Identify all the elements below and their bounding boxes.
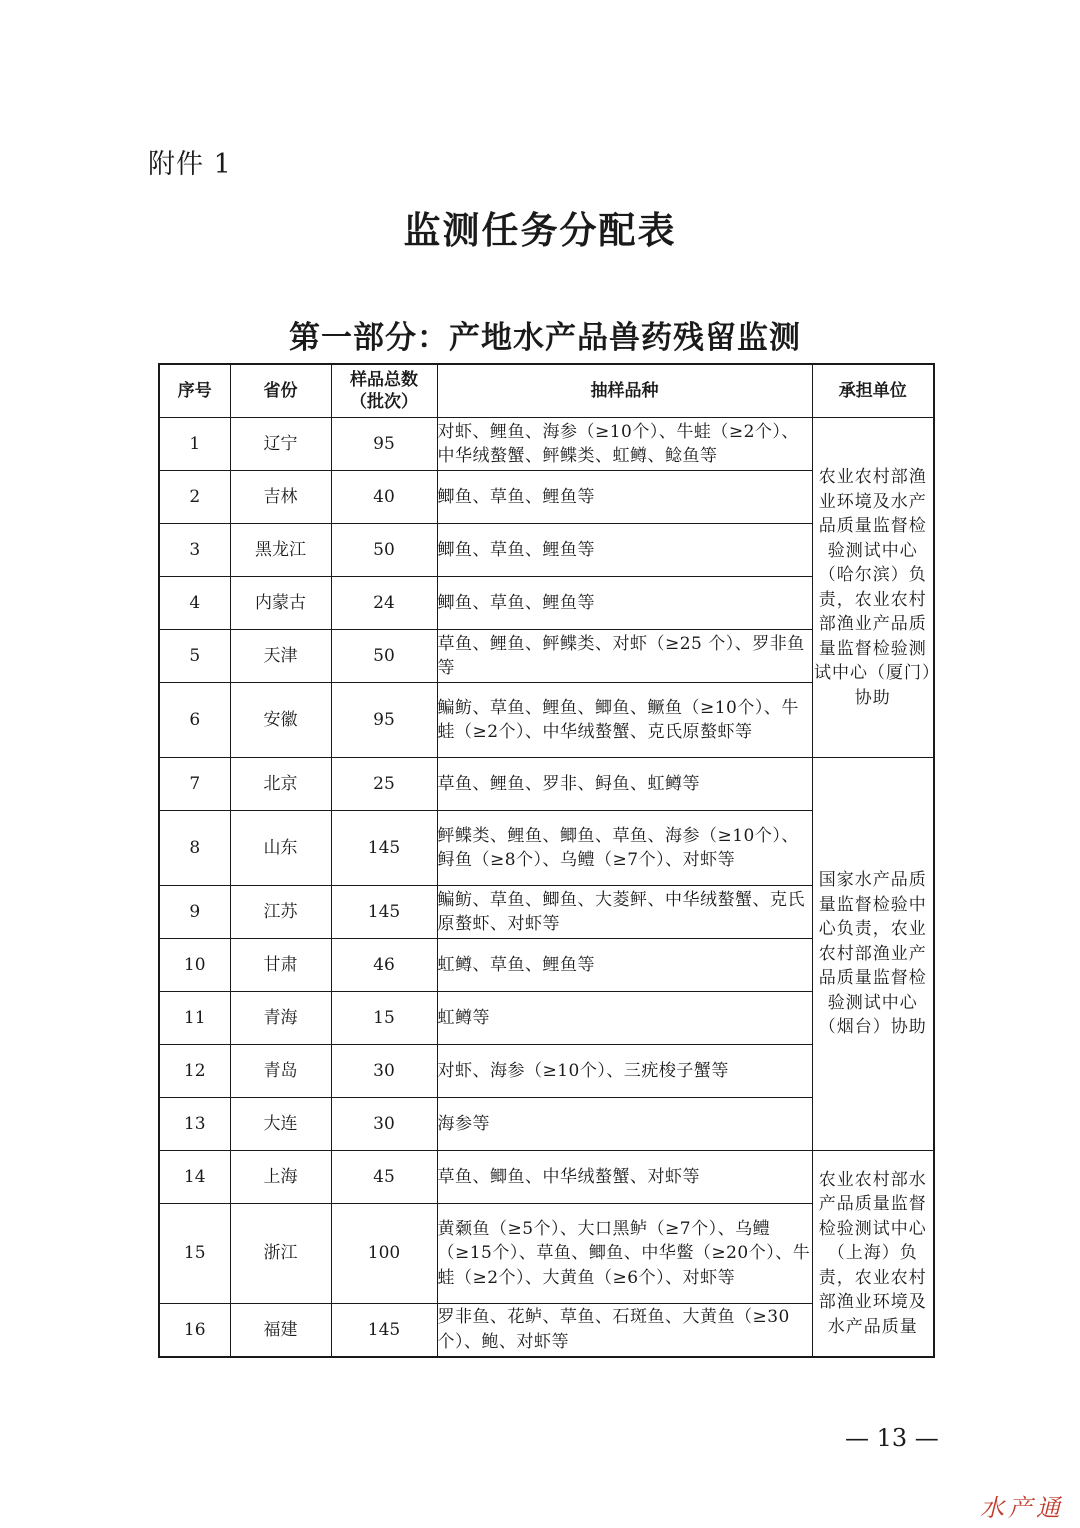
row-province: 内蒙古 xyxy=(230,577,331,630)
row-total: 46 xyxy=(331,939,437,992)
header-index: 序号 xyxy=(159,364,230,418)
row-total: 145 xyxy=(331,1304,437,1357)
row-province: 安徽 xyxy=(230,683,331,758)
responsible-unit-harbin: 农业农村部渔业环境及水产品质量监督检验测试中心（哈尔滨）负责，农业农村部渔业产品质量监督检验测试中心（厦门）协助 xyxy=(812,418,934,758)
row-province: 大连 xyxy=(230,1098,331,1151)
responsible-unit-shanghai: 农业农村部水产品质量监督检验测试中心（上海）负责，农业农村部渔业环境及水产品质量 xyxy=(812,1151,934,1357)
row-province: 甘肃 xyxy=(230,939,331,992)
row-province: 青海 xyxy=(230,992,331,1045)
row-total: 24 xyxy=(331,577,437,630)
header-province: 省份 xyxy=(230,364,331,418)
row-total: 50 xyxy=(331,630,437,683)
row-index: 1 xyxy=(159,418,230,471)
row-province: 江苏 xyxy=(230,886,331,939)
row-total: 100 xyxy=(331,1204,437,1304)
row-total: 145 xyxy=(331,811,437,886)
row-varieties: 罗非鱼、花鲈、草鱼、石斑鱼、大黄鱼（≥30个）、鲍、对虾等 xyxy=(437,1304,812,1357)
row-index: 9 xyxy=(159,886,230,939)
row-province: 黑龙江 xyxy=(230,524,331,577)
header-varieties: 抽样品种 xyxy=(437,364,812,418)
row-varieties: 对虾、海参（≥10个）、三疣梭子蟹等 xyxy=(437,1045,812,1098)
table-row xyxy=(159,418,934,471)
row-index: 2 xyxy=(159,471,230,524)
task-allocation-table xyxy=(158,363,935,1358)
row-index: 3 xyxy=(159,524,230,577)
row-index: 13 xyxy=(159,1098,230,1151)
responsible-unit-yantai: 国家水产品质量监督检验中心负责，农业农村部渔业产品质量监督检验测试中心（烟台）协助 xyxy=(812,758,934,1151)
row-total: 95 xyxy=(331,418,437,471)
row-province: 上海 xyxy=(230,1151,331,1204)
document-title: 监测任务分配表 xyxy=(403,209,677,252)
table-header-row xyxy=(159,364,934,418)
row-total: 50 xyxy=(331,524,437,577)
row-total: 40 xyxy=(331,471,437,524)
row-province: 浙江 xyxy=(230,1204,331,1304)
row-varieties: 草鱼、鲫鱼、中华绒螯蟹、对虾等 xyxy=(437,1151,812,1204)
header-total: 样品总数（批次） xyxy=(331,364,437,418)
row-varieties: 鲫鱼、草鱼、鲤鱼等 xyxy=(437,524,812,577)
row-province: 北京 xyxy=(230,758,331,811)
row-index: 4 xyxy=(159,577,230,630)
row-varieties: 草鱼、鲤鱼、鲆鲽类、对虾（≥25 个）、罗非鱼等 xyxy=(437,630,812,683)
row-total: 30 xyxy=(331,1045,437,1098)
table-row xyxy=(159,1151,934,1204)
row-varieties: 鲫鱼、草鱼、鲤鱼等 xyxy=(437,577,812,630)
row-total: 45 xyxy=(331,1151,437,1204)
row-varieties: 海参等 xyxy=(437,1098,812,1151)
row-province: 青岛 xyxy=(230,1045,331,1098)
row-varieties: 鳊鲂、草鱼、鲤鱼、鲫鱼、鳜鱼（≥10个）、牛蛙（≥2个）、中华绒螯蟹、克氏原螯虾等 xyxy=(437,683,812,758)
watermark: 水产通 xyxy=(980,1494,1064,1522)
section-subtitle: 第一部分：产地水产品兽药残留监测 xyxy=(289,320,801,356)
attachment-label: 附件 1 xyxy=(148,149,232,180)
row-index: 6 xyxy=(159,683,230,758)
row-varieties: 对虾、鲤鱼、海参（≥10个）、牛蛙（≥2个）、中华绒螯蟹、鲆鲽类、虹鳟、鲶鱼等 xyxy=(437,418,812,471)
row-total: 145 xyxy=(331,886,437,939)
row-varieties: 鳊鲂、草鱼、鲫鱼、大菱鲆、中华绒螯蟹、克氏原螯虾、对虾等 xyxy=(437,886,812,939)
row-index: 14 xyxy=(159,1151,230,1204)
row-index: 15 xyxy=(159,1204,230,1304)
row-varieties: 黄颡鱼（≥5个）、大口黑鲈（≥7个）、乌鳢（≥15个）、草鱼、鲫鱼、中华鳖（≥20个）、牛蛙（≥2个）、大黄鱼（≥6个）、对虾等 xyxy=(437,1204,812,1304)
row-varieties: 鲆鲽类、鲤鱼、鲫鱼、草鱼、海参（≥10个）、鲟鱼（≥8个）、乌鳢（≥7个）、对虾等 xyxy=(437,811,812,886)
row-province: 山东 xyxy=(230,811,331,886)
row-province: 天津 xyxy=(230,630,331,683)
row-index: 5 xyxy=(159,630,230,683)
row-index: 8 xyxy=(159,811,230,886)
header-unit: 承担单位 xyxy=(812,364,934,418)
row-province: 辽宁 xyxy=(230,418,331,471)
row-varieties: 草鱼、鲤鱼、罗非、鲟鱼、虹鳟等 xyxy=(437,758,812,811)
row-province: 福建 xyxy=(230,1304,331,1357)
row-index: 11 xyxy=(159,992,230,1045)
row-province: 吉林 xyxy=(230,471,331,524)
page-number: — 13 — xyxy=(845,1424,939,1452)
row-total: 25 xyxy=(331,758,437,811)
row-total: 95 xyxy=(331,683,437,758)
row-index: 10 xyxy=(159,939,230,992)
row-index: 16 xyxy=(159,1304,230,1357)
row-index: 7 xyxy=(159,758,230,811)
row-varieties: 虹鳟、草鱼、鲤鱼等 xyxy=(437,939,812,992)
table-row xyxy=(159,758,934,811)
row-index: 12 xyxy=(159,1045,230,1098)
row-total: 15 xyxy=(331,992,437,1045)
row-varieties: 虹鳟等 xyxy=(437,992,812,1045)
row-varieties: 鲫鱼、草鱼、鲤鱼等 xyxy=(437,471,812,524)
row-total: 30 xyxy=(331,1098,437,1151)
